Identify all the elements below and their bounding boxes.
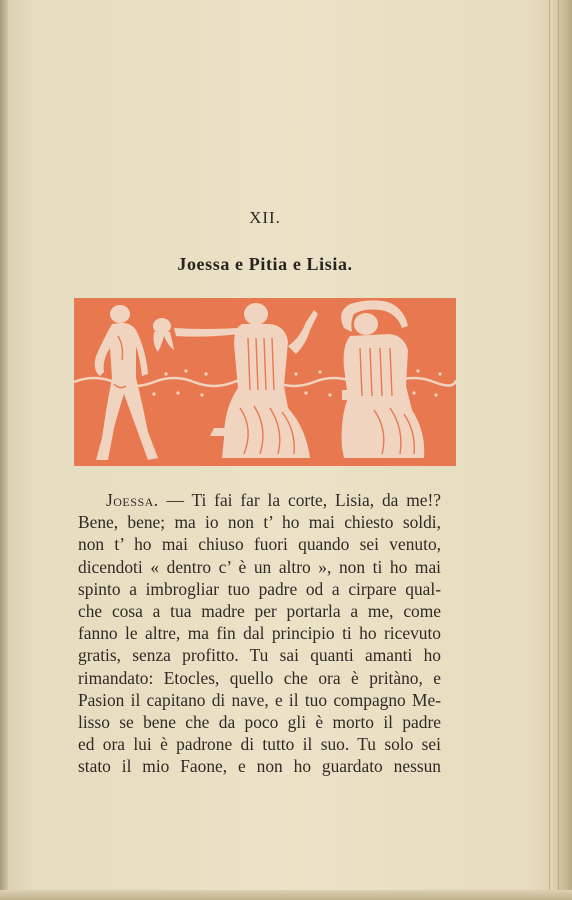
chapter-title: Joessa e Pitia e Lisia. [177, 254, 353, 274]
text-line: non t’ ho mai chiuso fuori quando sei venuto, [78, 534, 441, 555]
body-text [78, 489, 441, 777]
speaker-name: Joessa. [106, 490, 159, 510]
text-line [78, 489, 441, 511]
text-line: spinto a imbrogliar tuo padre od a cirpare qual- [78, 578, 441, 599]
text-line: Bene, bene; ma io non t’ ho mai chiesto soldi, [78, 512, 441, 533]
first-line-text: — Ti fai far la corte, Lisia, da me!? [158, 490, 441, 510]
text-line: ed ora lui è padrone di tutto il suo. Tu solo sei [78, 734, 441, 755]
chapter-number: XII. [249, 208, 281, 227]
page-edge [549, 0, 572, 900]
text-line: fanno le altre, ma fin dal principio ti ho ricevuto [78, 623, 441, 644]
text-line: dicendoti « dentro c’ è un altro », non ti ho mai [78, 556, 441, 577]
text-line: lisso se bene che da poco gli è morto il padre [78, 711, 441, 732]
text-line: che cosa a tua madre per portarla a me, come [78, 600, 441, 621]
text-line: Pasion il capitano di nave, e il tuo compagno Me- [78, 689, 441, 710]
page-bottom-edge [0, 890, 572, 900]
woodcut-illustration [74, 298, 456, 466]
text-line: stato il mio Faone, e non ho guardato nessun [78, 756, 441, 777]
text-line: gratis, senza profitto. Tu sai quanti amanti ho [78, 645, 441, 666]
text-line: rimandato: Etocles, quello che ora è pritàno, e [78, 667, 441, 688]
